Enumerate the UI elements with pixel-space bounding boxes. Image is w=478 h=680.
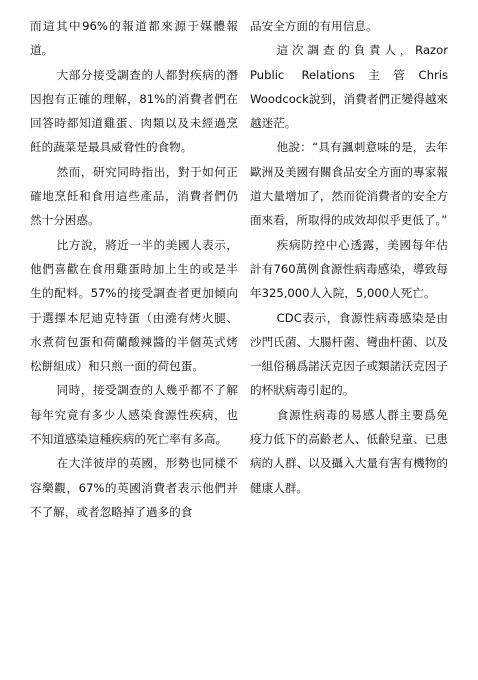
paragraph: 這次調查的負責人，Razor Public Relations主管Chris Woodcock說到，消費者們正變得越來越迷茫。	[250, 43, 449, 131]
paragraph: 而這其中96%的報道都來源于媒體報道。	[30, 19, 238, 58]
paragraph: 他說：“具有諷刺意味的是，去年歐洲及美國有關食品安全方面的專家報道大量增加了，然而從消費者的安全方面來看，所取得的成效却似乎更低了。”	[250, 140, 448, 228]
paragraph: 疾病防控中心透露，美國每年估計有760萬例食源性病毒感染，導致每年325,000人入院，5,000人死亡。	[250, 237, 448, 301]
right-column	[250, 14, 448, 500]
paragraph: 同時，接受調查的人幾乎都不了解每年究竟有多少人感染食源性疾病，也不知道感染這種疾病的死亡率有多高。	[30, 383, 238, 447]
paragraph: 品安全方面的有用信息。	[250, 19, 378, 33]
paragraph: 大部分接受調查的人都對疾病的潛因抱有正確的理解，81%的消費者們在回答時都知道雞蛋、肉類以及未經過烹飪的蔬菜是最具威脅性的食物。	[30, 67, 238, 155]
left-column	[30, 14, 238, 524]
paragraph: 在大洋彼岸的英國，形勢也同樣不容樂觀，67%的英國消費者表示他們并不了解，或者忽略掉了過多的食	[30, 456, 238, 519]
paragraph: 食源性病毒的易感人群主要爲免疫力低下的高齡老人、低齡兒童、已患病的人群、以及攝入大量有害有機物的健康人群。	[250, 407, 448, 495]
paragraph: 然而，研究同時指出，對于如何正確地烹飪和食用這些產品，消費者們仍然十分困惑。	[30, 164, 238, 228]
paragraph: CDC表示，食源性病毒感染是由沙門氏菌、大腸杆菌、彎曲杆菌、以及一組俗稱爲諾沃克因子或類諾沃克因子的杯狀病毒引起的。	[250, 310, 448, 398]
paragraph: 比方說，將近一半的美國人表示，他們喜歡在食用雞蛋時加上生的或是半生的配料。57%的接受調查者更加傾向于選擇本尼迪克特蛋（由澆有烤火腿、水煮荷包蛋和荷蘭酸辣醬的半個英式烤松餅組成）和只煎一面的荷包蛋。	[30, 237, 238, 374]
